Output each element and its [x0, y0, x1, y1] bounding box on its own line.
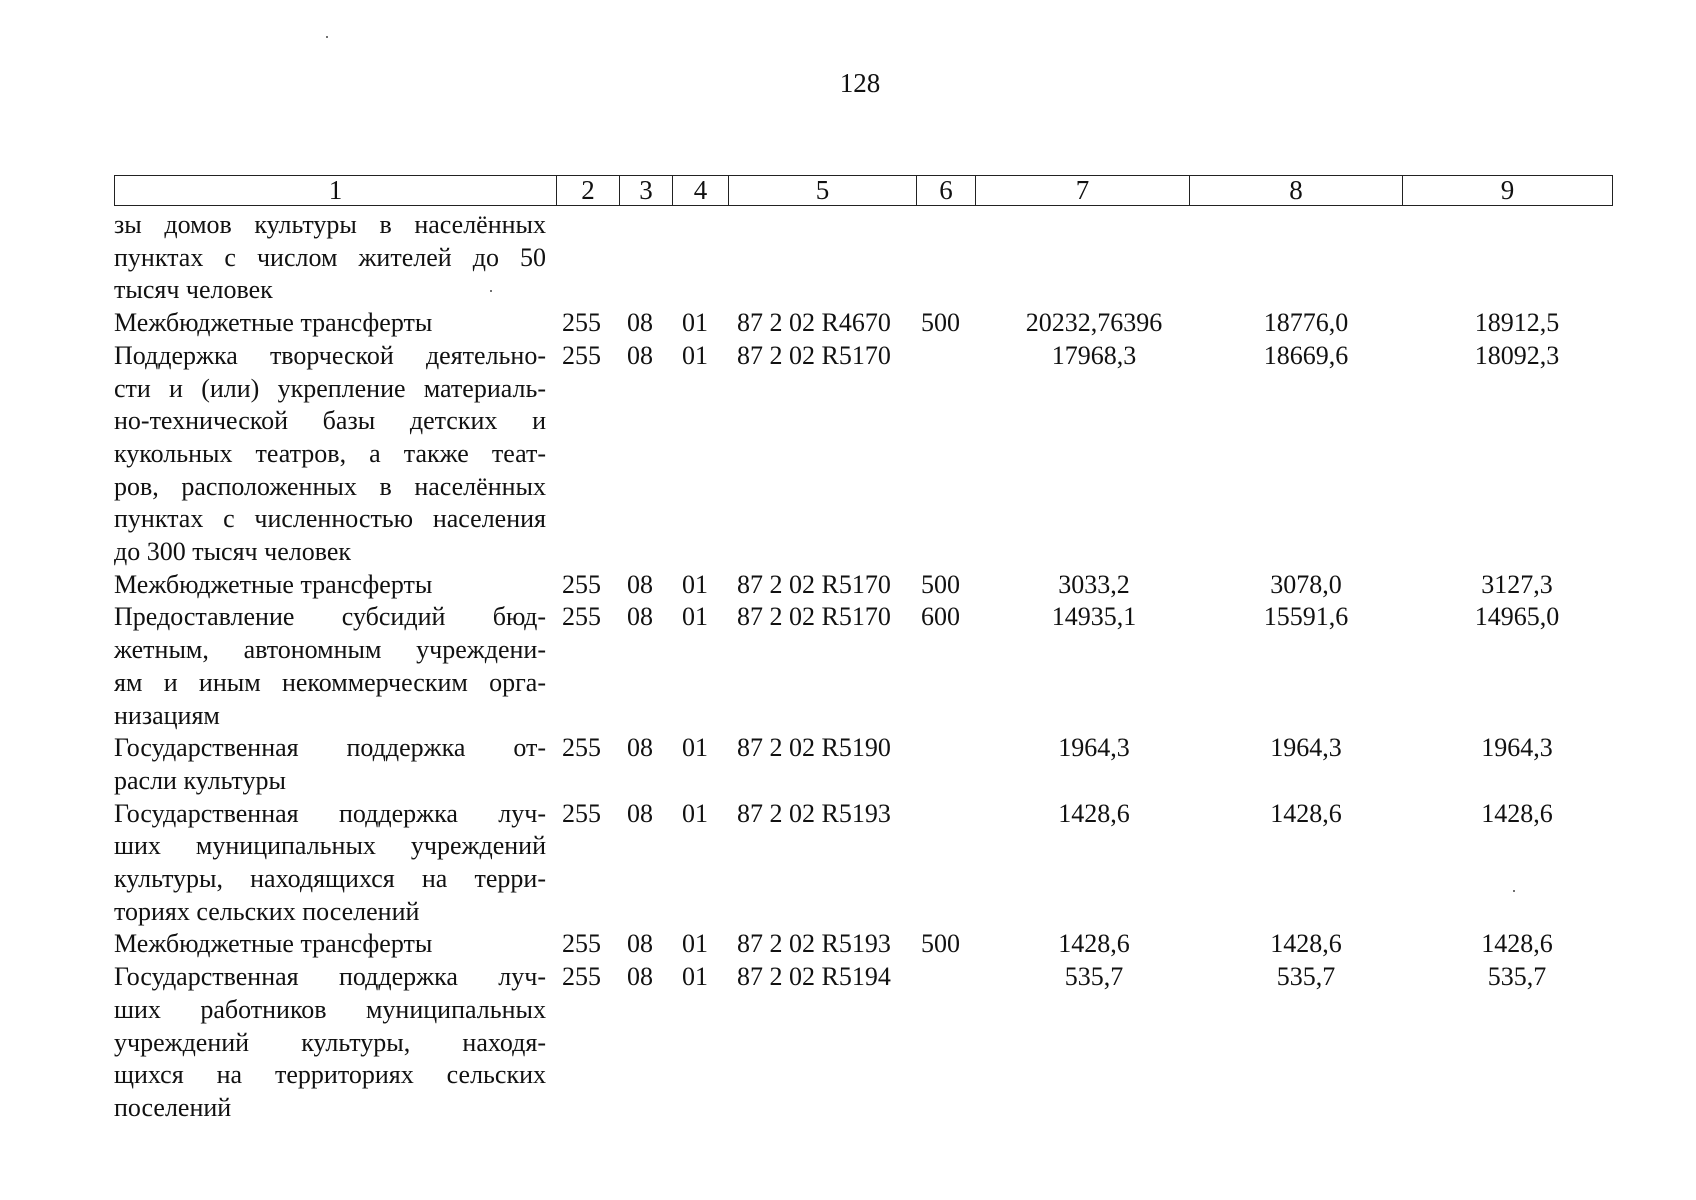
cell-col-8: 1428,6 — [1270, 929, 1342, 959]
column-header-row — [115, 176, 1613, 206]
description-line: Государственная поддержка от- — [114, 733, 546, 763]
scan-speck — [326, 36, 328, 38]
cell-col-8: 3078,0 — [1270, 569, 1342, 599]
table-row — [114, 732, 1614, 797]
cell-col-4: 01 — [682, 569, 708, 599]
cell-col-7: 17968,3 — [1051, 340, 1137, 370]
description-line: ших работников муниципальных — [114, 994, 546, 1024]
description-line: Межбюджетные трансферты — [114, 308, 433, 338]
description-line: зы домов культуры в населённых — [114, 210, 546, 239]
cell-col-2: 255 — [562, 308, 601, 338]
cell-col-9: 18912,5 — [1474, 308, 1560, 338]
table-row — [114, 798, 1614, 929]
description-line: но-технической базы детских и — [114, 406, 546, 436]
cell-col-5: 87 2 02 R5170 — [737, 602, 891, 632]
description-line: ров, расположенных в населённых — [114, 471, 546, 501]
table-row — [114, 928, 1614, 961]
cell-col-4: 01 — [682, 929, 708, 959]
cell-col-8: 18776,0 — [1263, 308, 1349, 338]
row-description — [114, 601, 546, 732]
column-header-1: 1 — [115, 176, 557, 206]
description-line: Предоставление субсидий бюд- — [114, 602, 546, 632]
cell-col-5: 87 2 02 R5170 — [737, 569, 891, 599]
table-row — [114, 209, 1614, 307]
cell-col-2: 255 — [562, 733, 601, 763]
cell-col-8: 1428,6 — [1270, 798, 1342, 828]
table-body — [114, 209, 1614, 1125]
cell-col-7: 535,7 — [1064, 962, 1124, 992]
cell-col-3: 08 — [627, 569, 653, 599]
cell-col-8: 1964,3 — [1270, 733, 1342, 763]
row-description — [114, 569, 546, 602]
cell-col-5: 87 2 02 R5193 — [737, 929, 891, 959]
cell-col-2: 255 — [562, 798, 601, 828]
cell-col-9: 18092,3 — [1474, 340, 1560, 370]
description-line: Межбюджетные трансферты — [114, 569, 433, 599]
description-line: тысяч человек — [114, 275, 273, 305]
cell-col-3: 08 — [627, 602, 653, 632]
description-line: расли культуры — [114, 765, 286, 795]
cell-col-5: 87 2 02 R4670 — [737, 308, 891, 338]
description-line: пунктах с числом жителей до 50 — [114, 242, 546, 272]
cell-col-6: 600 — [921, 602, 960, 632]
description-line: Поддержка творческой деятельно- — [114, 340, 546, 370]
cell-col-3: 08 — [627, 962, 653, 992]
description-line: кукольных театров, а также теат- — [114, 438, 546, 468]
cell-col-8: 18669,6 — [1263, 340, 1349, 370]
description-line: до 300 тысяч человек — [114, 537, 352, 567]
cell-col-7: 1428,6 — [1058, 929, 1130, 959]
row-description — [114, 340, 546, 569]
table-row — [114, 601, 1614, 732]
description-line: ям и иным некоммерческим орга- — [114, 667, 546, 697]
cell-col-3: 08 — [627, 798, 653, 828]
cell-col-9: 1964,3 — [1481, 733, 1553, 763]
cell-col-2: 255 — [562, 340, 601, 370]
row-description — [114, 732, 546, 797]
cell-col-7: 3033,2 — [1058, 569, 1130, 599]
cell-col-9: 3127,3 — [1481, 569, 1553, 599]
cell-col-2: 255 — [562, 602, 601, 632]
row-description — [114, 307, 546, 340]
description-line: Государственная поддержка луч- — [114, 798, 546, 828]
cell-col-3: 08 — [627, 929, 653, 959]
cell-col-7: 1964,3 — [1058, 733, 1130, 763]
cell-col-3: 08 — [627, 733, 653, 763]
description-line: щихся на территориях сельских — [114, 1060, 546, 1090]
column-header-4: 4 — [673, 176, 729, 206]
page-number: 128 — [839, 68, 881, 98]
description-line: сти и (или) укрепление материаль- — [114, 373, 546, 403]
cell-col-6: 500 — [921, 569, 960, 599]
description-line: Межбюджетные трансферты — [114, 929, 433, 959]
cell-col-4: 01 — [682, 733, 708, 763]
cell-col-9: 1428,6 — [1481, 798, 1553, 828]
row-description — [114, 798, 546, 929]
row-description — [114, 209, 546, 307]
cell-col-9: 1428,6 — [1481, 929, 1553, 959]
cell-col-8: 535,7 — [1276, 962, 1336, 992]
cell-col-2: 255 — [562, 962, 601, 992]
table-row — [114, 340, 1614, 569]
cell-col-4: 01 — [682, 962, 708, 992]
description-line: жетным, автономным учреждени- — [114, 635, 546, 665]
cell-col-2: 255 — [562, 929, 601, 959]
column-header-6: 6 — [917, 176, 976, 206]
cell-col-3: 08 — [627, 340, 653, 370]
column-header-3: 3 — [620, 176, 673, 206]
column-header-2: 2 — [557, 176, 620, 206]
cell-col-5: 87 2 02 R5194 — [737, 962, 891, 992]
table-row — [114, 569, 1614, 602]
column-header-table — [114, 175, 1613, 206]
row-description — [114, 961, 546, 1125]
column-header-5: 5 — [729, 176, 917, 206]
cell-col-5: 87 2 02 R5170 — [737, 340, 891, 370]
cell-col-5: 87 2 02 R5190 — [737, 733, 891, 763]
cell-col-4: 01 — [682, 798, 708, 828]
cell-col-4: 01 — [682, 602, 708, 632]
column-header-9: 9 — [1403, 176, 1613, 206]
cell-col-9: 535,7 — [1487, 962, 1547, 992]
description-line: ториях сельских поселений — [114, 896, 420, 926]
table-row — [114, 307, 1614, 340]
cell-col-7: 14935,1 — [1051, 602, 1137, 632]
cell-col-3: 08 — [627, 308, 653, 338]
description-line: пунктах с численностью населения — [114, 504, 546, 534]
cell-col-5: 87 2 02 R5193 — [737, 798, 891, 828]
description-line: низациям — [114, 700, 220, 730]
description-line: культуры, находящихся на терри- — [114, 864, 546, 894]
cell-col-9: 14965,0 — [1474, 602, 1560, 632]
description-line: ших муниципальных учреждений — [114, 831, 546, 861]
cell-col-8: 15591,6 — [1263, 602, 1349, 632]
cell-col-6: 500 — [921, 308, 960, 338]
cell-col-4: 01 — [682, 340, 708, 370]
cell-col-7: 20232,76396 — [1025, 308, 1163, 338]
cell-col-7: 1428,6 — [1058, 798, 1130, 828]
cell-col-6: 500 — [921, 929, 960, 959]
row-description — [114, 928, 546, 961]
cell-col-4: 01 — [682, 308, 708, 338]
table-row — [114, 961, 1614, 1125]
description-line: Государственная поддержка луч- — [114, 962, 546, 992]
cell-col-2: 255 — [562, 569, 601, 599]
column-header-8: 8 — [1190, 176, 1403, 206]
description-line: поселений — [114, 1092, 232, 1122]
column-header-7: 7 — [976, 176, 1190, 206]
description-line: учреждений культуры, находя- — [114, 1027, 546, 1057]
